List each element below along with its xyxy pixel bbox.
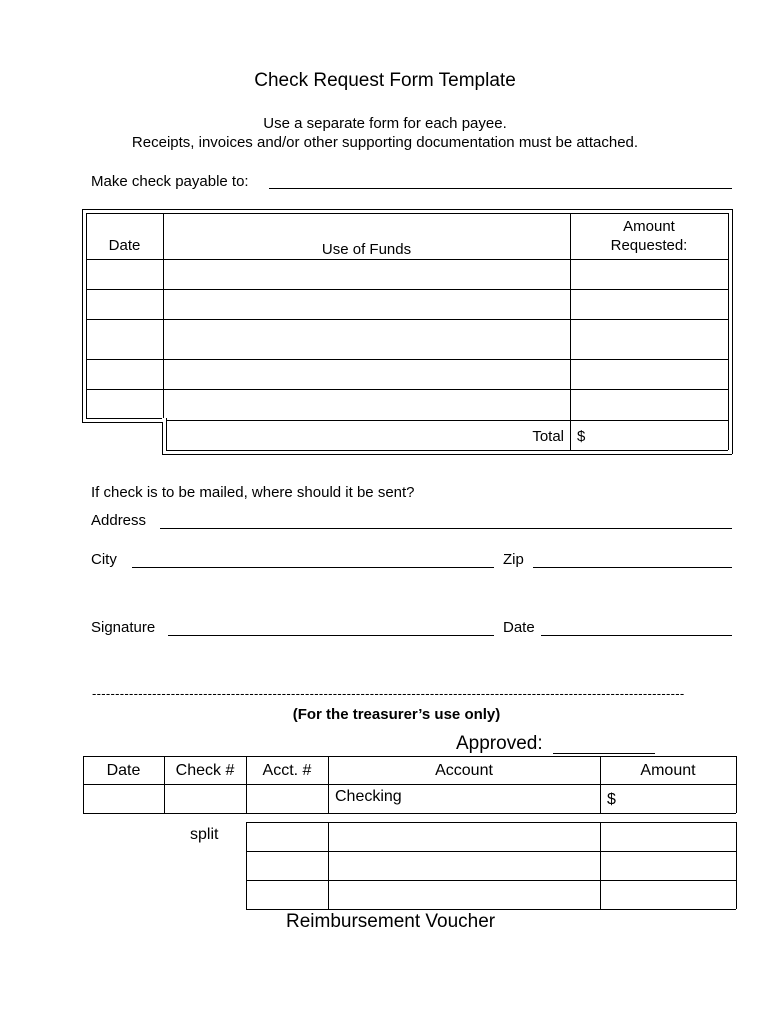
approved-label: Approved: bbox=[456, 733, 543, 754]
funds-header-amount-line2: Requested: bbox=[610, 237, 688, 254]
voucher-title: Reimbursement Voucher bbox=[286, 911, 496, 932]
form-title: Check Request Form Template bbox=[254, 70, 516, 91]
funds-header-amount-line1: Amount bbox=[623, 218, 675, 235]
instruction-separate-form: Use a separate form for each payee. bbox=[263, 115, 507, 132]
signature-label: Signature bbox=[91, 619, 156, 636]
address-field[interactable] bbox=[160, 528, 732, 529]
treasurer-note: (For the treasurer’s use only) bbox=[292, 706, 501, 723]
treasurer-header-check: Check # bbox=[175, 762, 235, 779]
zip-label: Zip bbox=[503, 551, 524, 568]
city-label: City bbox=[91, 551, 117, 568]
treasurer-header-acct: Acct. # bbox=[262, 762, 312, 779]
signature-field[interactable] bbox=[168, 635, 494, 636]
treasurer-row-account: Checking bbox=[335, 788, 402, 805]
address-label: Address bbox=[91, 512, 147, 529]
payable-field[interactable] bbox=[269, 188, 732, 189]
instruction-attachments: Receipts, invoices and/or other supporting documentation must be attached. bbox=[131, 134, 639, 151]
zip-field[interactable] bbox=[533, 567, 732, 568]
signature-date-label: Date bbox=[503, 619, 535, 636]
treasurer-header-date: Date bbox=[106, 762, 141, 779]
funds-header-date: Date bbox=[108, 237, 141, 254]
treasurer-header-account: Account bbox=[435, 762, 493, 779]
split-label: split bbox=[190, 826, 219, 843]
total-currency: $ bbox=[577, 428, 586, 445]
funds-header-use: Use of Funds bbox=[321, 241, 412, 258]
approved-field[interactable] bbox=[553, 753, 655, 754]
mailing-question: If check is to be mailed, where should it be sent? bbox=[91, 484, 415, 501]
dashed-separator: -------------------------------------------------------------------------------------------------------------------------------- bbox=[92, 686, 685, 701]
total-label: Total bbox=[532, 428, 564, 445]
payable-label: Make check payable to: bbox=[91, 173, 249, 190]
signature-date-field[interactable] bbox=[541, 635, 732, 636]
treasurer-row-currency: $ bbox=[607, 791, 616, 808]
city-field[interactable] bbox=[132, 567, 494, 568]
treasurer-header-amount: Amount bbox=[640, 762, 696, 779]
